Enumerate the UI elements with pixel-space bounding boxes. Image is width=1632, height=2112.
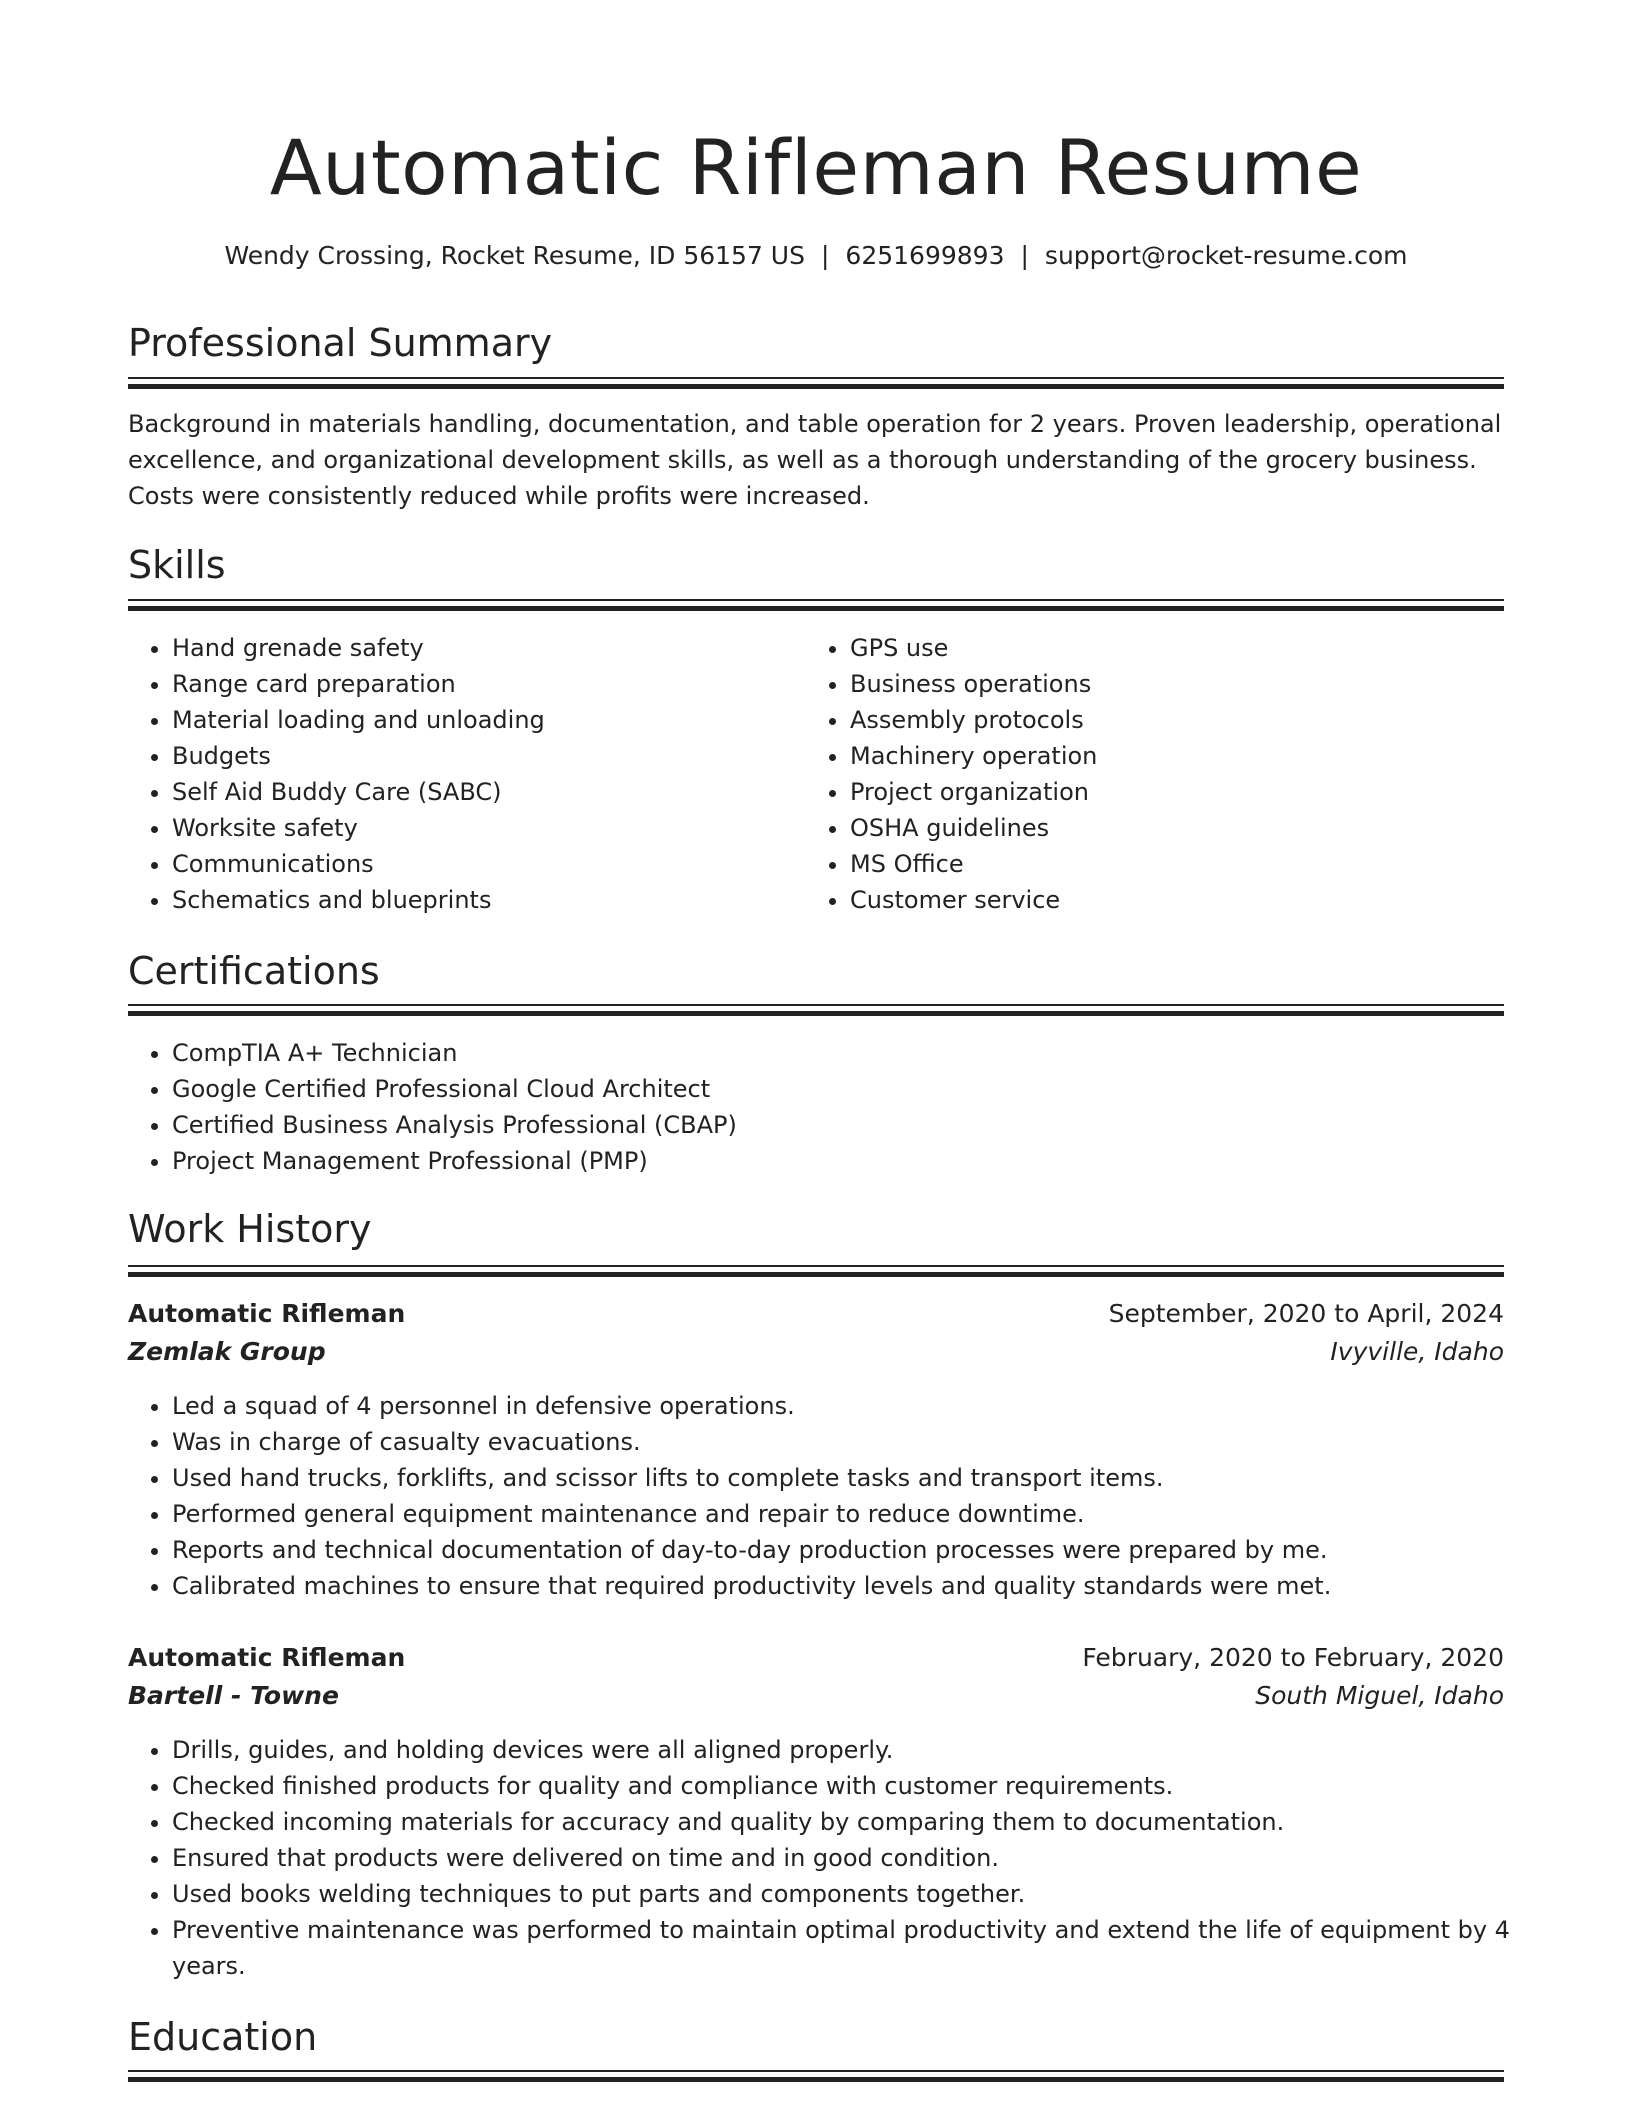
skill-item: • Customer service: [850, 882, 1510, 918]
skill-item: • Machinery operation: [850, 738, 1510, 774]
job-title: Automatic Rifleman: [128, 1299, 406, 1328]
certifications-heading: Certifications: [128, 949, 380, 993]
education-heading: Education: [128, 2015, 318, 2059]
job-company: Zemlak Group: [128, 1337, 326, 1366]
skill-item: • Hand grenade safety: [172, 630, 792, 666]
skill-item: • OSHA guidelines: [850, 810, 1510, 846]
section-divider: [128, 377, 1504, 389]
skill-item: • MS Office: [850, 846, 1510, 882]
contact-line: [128, 236, 1504, 276]
job-company: Bartell - Towne: [128, 1681, 339, 1710]
job-subheader: [128, 1677, 1504, 1715]
job-duty-item: • Used books welding techniques to put parts and components together.: [172, 1876, 1512, 1912]
job-duty-item: • Preventive maintenance was performed to maintain optimal productivity and extend the life of equipment by 4 years.: [172, 1912, 1512, 1984]
summary-text: Background in materials handling, documentation, and table operation for 2 years. Proven leadership, operational excellence, and organizational development skills, as well as a thorough understanding of the grocery business. Costs were consistently reduced while profits were increased.: [128, 410, 1502, 510]
skills-list-right: [806, 630, 1510, 918]
job-dates: September, 2020 to April, 2024: [1108, 1299, 1504, 1328]
job-duty-item: • Led a squad of 4 personnel in defensive operations.: [172, 1388, 1512, 1424]
contact-separator: |: [820, 241, 830, 270]
skill-item: • Material loading and unloading: [172, 702, 792, 738]
skill-item: • GPS use: [850, 630, 1510, 666]
skill-item: • Budgets: [172, 738, 792, 774]
contact-address: Wendy Crossing, Rocket Resume, ID 56157 US: [224, 241, 805, 270]
job-duty-item: • Ensured that products were delivered on time and in good condition.: [172, 1840, 1512, 1876]
certifications-list: [128, 1035, 1512, 1179]
section-divider: [128, 1004, 1504, 1016]
contact-separator: |: [1020, 241, 1029, 270]
skill-item: • Project organization: [850, 774, 1510, 810]
certification-item: • Project Management Professional (PMP): [172, 1143, 1512, 1179]
certification-item: • CompTIA A+ Technician: [172, 1035, 1512, 1071]
job-duties-list: [128, 1388, 1512, 1604]
job-subheader: [128, 1333, 1504, 1371]
summary-heading: Professional Summary: [128, 321, 553, 365]
skills-heading: Skills: [128, 543, 226, 587]
skill-item: • Communications: [172, 846, 792, 882]
skills-list-left: [128, 630, 792, 918]
skill-item: • Business operations: [850, 666, 1510, 702]
resume-title: Automatic Rifleman Resume: [269, 123, 1363, 212]
job-header: [128, 1639, 1504, 1677]
skill-item: • Worksite safety: [172, 810, 792, 846]
skill-item: • Assembly protocols: [850, 702, 1510, 738]
job-duty-item: • Checked incoming materials for accuracy and quality by comparing them to documentation.: [172, 1804, 1512, 1840]
skill-item: • Range card preparation: [172, 666, 792, 702]
skill-item: • Schematics and blueprints: [172, 882, 792, 918]
job-location: Ivyville, Idaho: [1330, 1337, 1504, 1366]
job-header: [128, 1295, 1504, 1333]
certification-item: • Certified Business Analysis Professional (CBAP): [172, 1107, 1512, 1143]
skill-item: • Self Aid Buddy Care (SABC): [172, 774, 792, 810]
certification-item: • Google Certified Professional Cloud Architect: [172, 1071, 1512, 1107]
work-history-heading: Work History: [128, 1207, 372, 1251]
job-duty-item: • Calibrated machines to ensure that required productivity levels and quality standards were met.: [172, 1568, 1512, 1604]
job-location: South Miguel, Idaho: [1255, 1681, 1504, 1710]
job-duties-list: [128, 1732, 1512, 1984]
contact-phone: 6251699893: [845, 241, 1005, 270]
job-duty-item: • Used hand trucks, forklifts, and scissor lifts to complete tasks and transport items.: [172, 1460, 1512, 1496]
contact-email[interactable]: support@rocket-resume.com: [1044, 241, 1408, 270]
section-divider: [128, 599, 1504, 611]
job-duty-item: • Reports and technical documentation of day-to-day production processes were prepared by me.: [172, 1532, 1512, 1568]
section-divider: [128, 2070, 1504, 2082]
job-title: Automatic Rifleman: [128, 1643, 406, 1672]
job-duty-item: • Was in charge of casualty evacuations.: [172, 1424, 1512, 1460]
job-duty-item: • Performed general equipment maintenance and repair to reduce downtime.: [172, 1496, 1512, 1532]
job-duty-item: • Checked finished products for quality and compliance with customer requirements.: [172, 1768, 1512, 1804]
job-dates: February, 2020 to February, 2020: [1082, 1643, 1504, 1672]
section-divider: [128, 1265, 1504, 1277]
job-duty-item: • Drills, guides, and holding devices were all aligned properly.: [172, 1732, 1512, 1768]
